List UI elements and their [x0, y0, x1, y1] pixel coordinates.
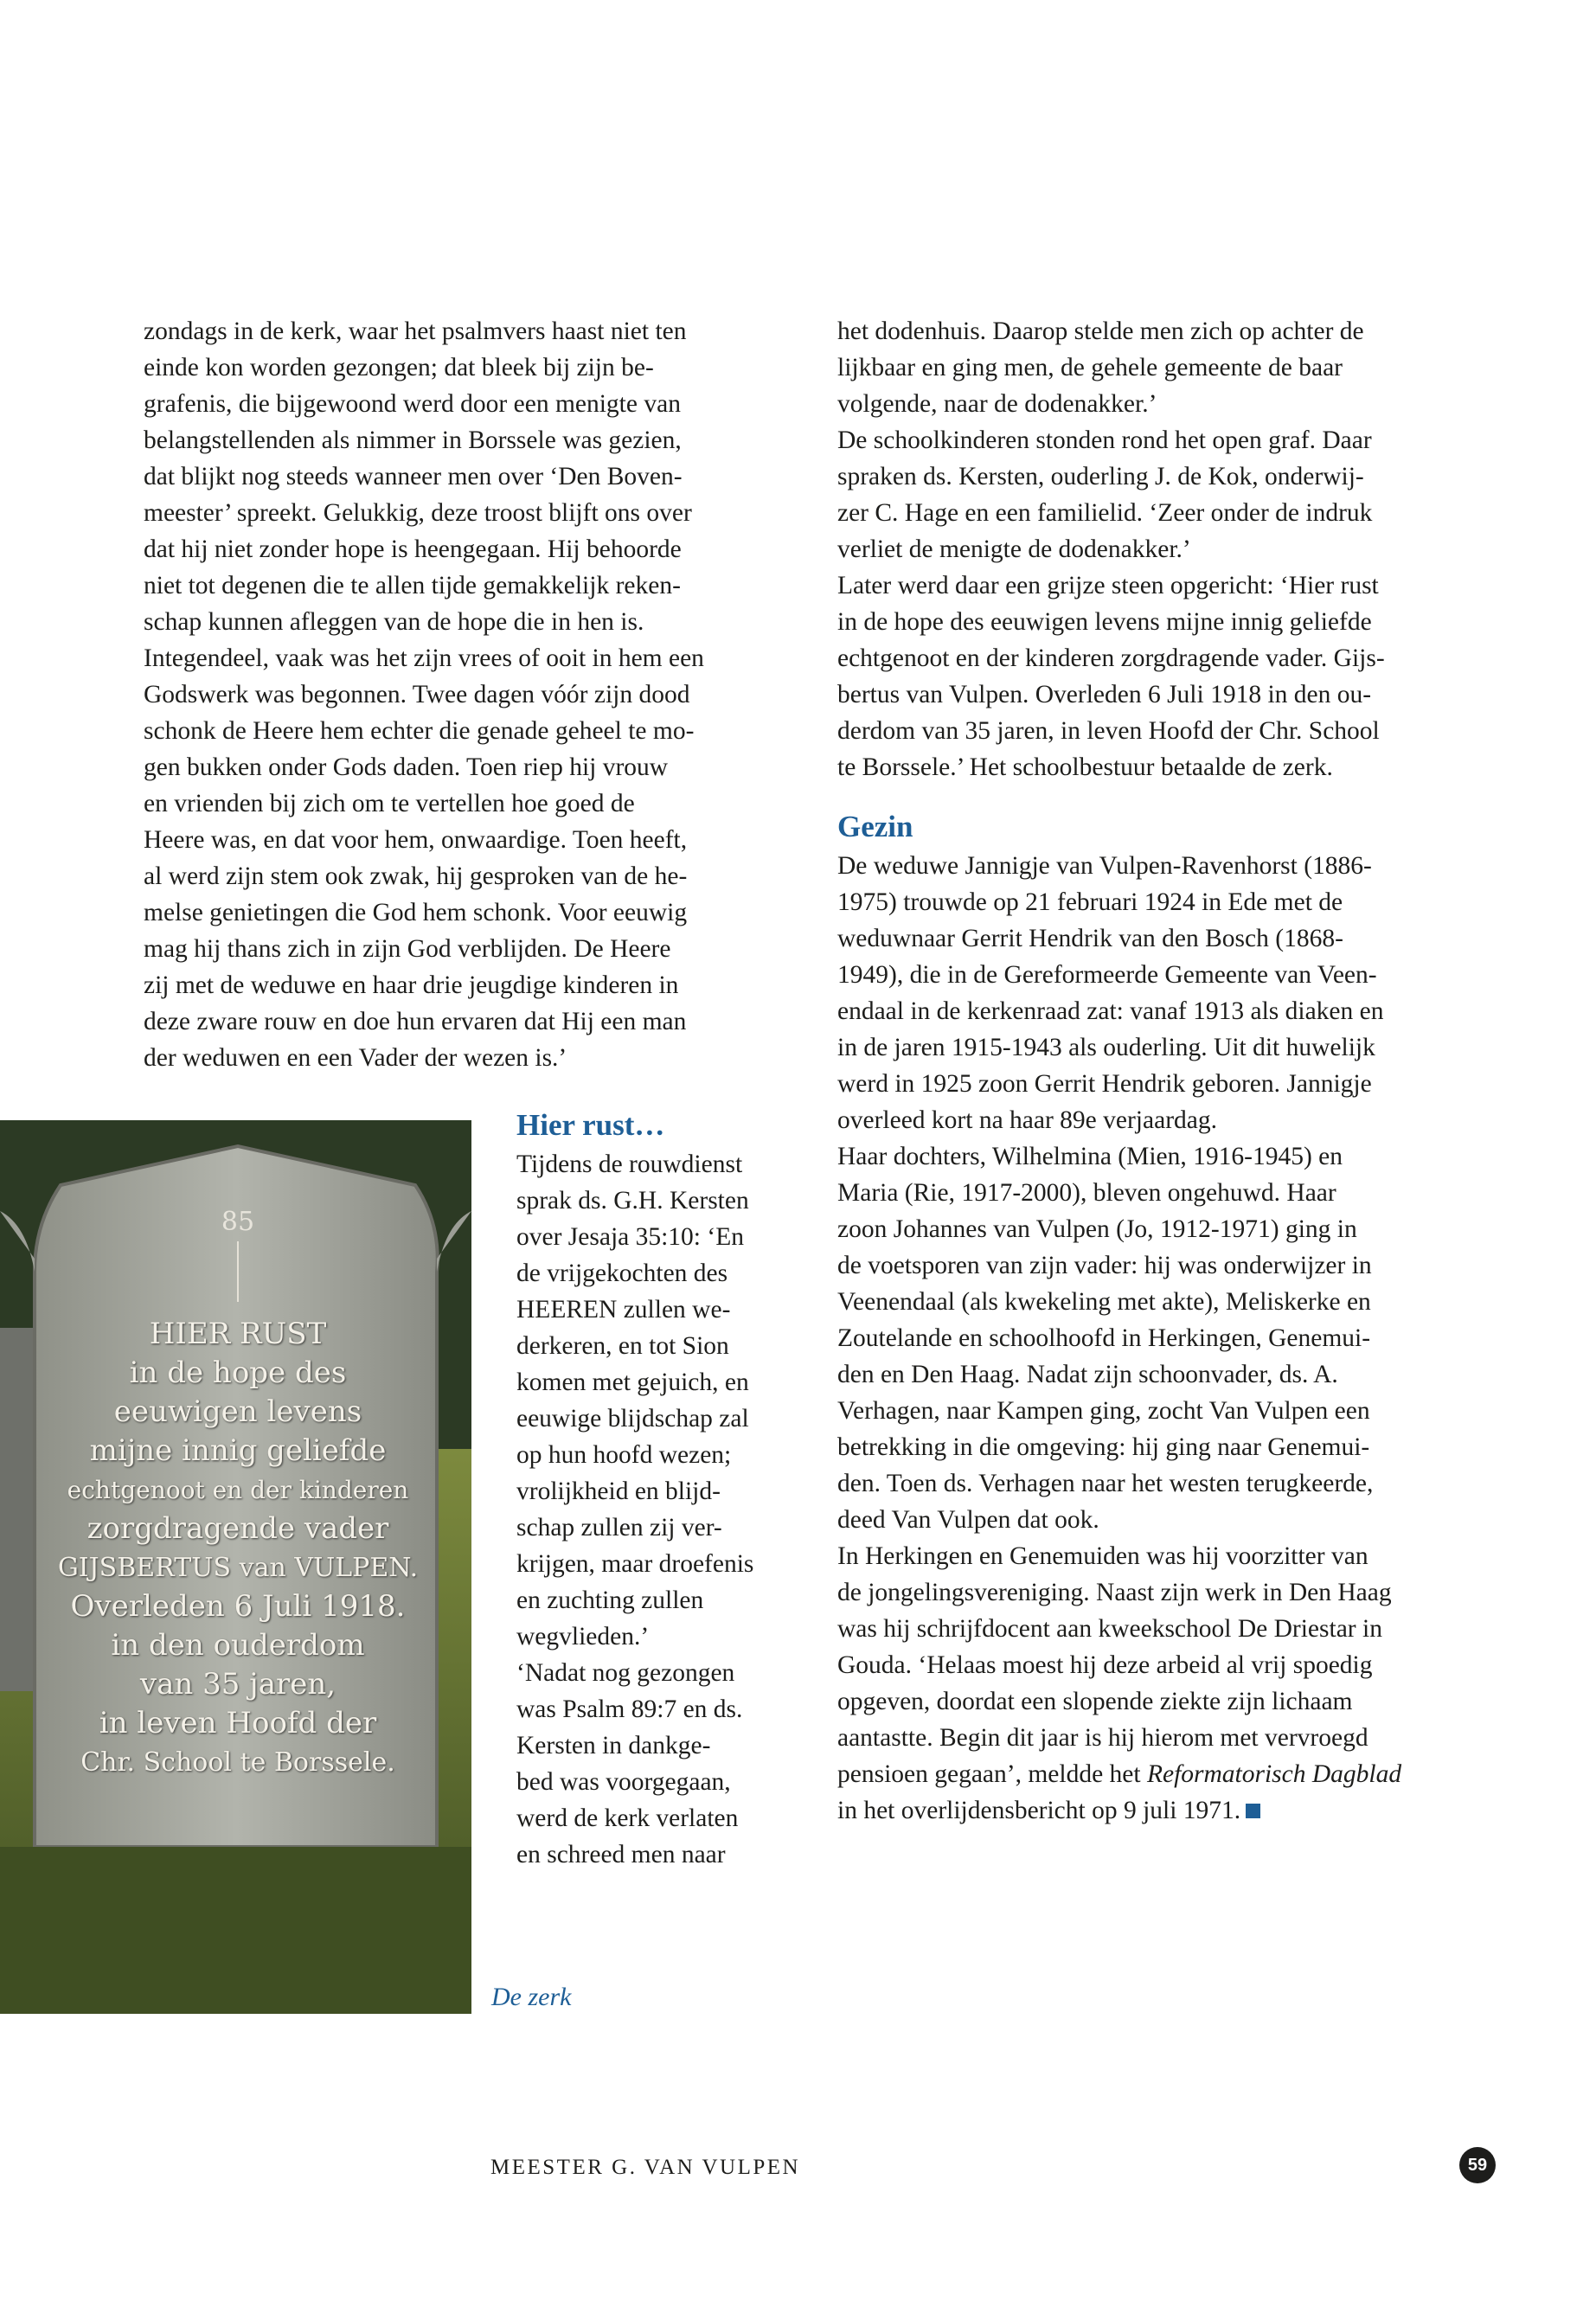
right-line: volgende, naar de dodenakker.’ [837, 390, 1157, 418]
inscription-line: in leven Hoofd der [99, 1706, 377, 1740]
right-line: Maria (Rie, 1917-2000), bleven ongehuwd. Haar [837, 1179, 1336, 1207]
left-line: al werd zijn stem ook zwak, hij gesproken van de he- [144, 862, 688, 890]
section-heading-gezin: Gezin [837, 810, 913, 843]
stone-inscription [52, 1315, 424, 1782]
right-line: 1975) trouwde op 21 februari 1924 in Ede met de [837, 888, 1343, 916]
middle-line: de vrijgekochten des [516, 1259, 728, 1287]
middle-line: was Psalm 89:7 en ds. [516, 1695, 743, 1723]
middle-line: schap zullen zij ver- [516, 1514, 722, 1541]
inscription-line: van 35 jaren, [139, 1667, 337, 1702]
page-number-badge: 59 [1459, 2147, 1496, 2183]
running-footer-title: MEESTER G. VAN VULPEN [490, 2156, 801, 2179]
section-heading-hier-rust: Hier rust… [516, 1108, 665, 1142]
right-line: de voetsporen van zijn vader: hij was onderwijzer in [837, 1252, 1372, 1279]
right-line: 1949), die in de Gereformeerde Gemeente van Veen- [837, 961, 1377, 989]
inscription-line: in de hope des [129, 1356, 347, 1390]
middle-line: komen met gejuich, en [516, 1368, 749, 1396]
left-line: zij met de weduwe en haar drie jeugdige kinderen in [144, 971, 679, 999]
left-line: schap kunnen afleggen van de hope die in hen is. [144, 608, 644, 636]
middle-line: werd de kerk verlaten [516, 1804, 739, 1832]
right-column [837, 313, 1495, 1829]
right-line: Gouda. ‘Helaas moest hij deze arbeid al vrij spoedig [837, 1651, 1373, 1679]
left-line: schonk de Heere hem echter die genade geheel te mo- [144, 717, 695, 745]
inscription-line: echtgenoot en der kinderen [67, 1476, 409, 1504]
left-line: en vrienden bij zich om te vertellen hoe goed de [144, 790, 635, 817]
right-line: in de hope des eeuwigen levens mijne innig geliefde [837, 608, 1372, 636]
right-line: lijkbaar en ging men, de gehele gemeente de baar [837, 354, 1343, 381]
left-line: gen bukken onder Gods daden. Toen riep hij vrouw [144, 753, 669, 781]
left-line: niet tot degenen die te allen tijde gemakkelijk reken- [144, 572, 681, 599]
right-line: Zoutelande en schoolhoofd in Herkingen, Genemui- [837, 1324, 1371, 1352]
middle-line: sprak ds. G.H. Kersten [516, 1187, 749, 1215]
inscription-line: mijne innig geliefde [89, 1433, 387, 1468]
left-line: dat hij niet zonder hope is heengegaan. Hij behoorde [144, 535, 682, 563]
middle-line: eeuwige blijdschap zal [516, 1405, 749, 1433]
end-of-article-square-icon [1246, 1804, 1260, 1818]
middle-line: ‘Nadat nog gezongen [516, 1659, 735, 1687]
right-line: bertus van Vulpen. Overleden 6 Juli 1918 in den ou- [837, 681, 1372, 708]
right-line: echtgenoot en der kinderen zorgdragende vader. Gijs- [837, 644, 1385, 672]
middle-line: vrolijkheid en blijd- [516, 1477, 721, 1505]
right-line: spraken ds. Kersten, ouderling J. de Kok, onderwij- [837, 463, 1364, 490]
inscription-line: in den ouderdom [111, 1628, 365, 1663]
right-line: zoon Johannes van Vulpen (Jo, 1912-1971) ging in [837, 1215, 1357, 1243]
middle-line: Tijdens de rouwdienst [516, 1150, 743, 1178]
right-line-final [837, 1792, 1495, 1829]
newspaper-title: Reformatorisch Dagblad [1146, 1760, 1402, 1788]
right-line-with-italic [837, 1756, 1495, 1792]
middle-line: Kersten in dankge- [516, 1732, 711, 1759]
right-line: Later werd daar een grijze steen opgericht: ‘Hier rust [837, 572, 1379, 599]
right-line: verliet de menigte de dodenakker.’ [837, 535, 1191, 563]
left-line: meester’ spreekt. Gelukkig, deze troost blijft ons over [144, 499, 692, 527]
right-line: in de jaren 1915-1943 als ouderling. Uit dit huwelijk [837, 1034, 1375, 1061]
right-line: derdom van 35 jaren, in leven Hoofd der Chr. School [837, 717, 1380, 745]
middle-line: krijgen, maar droefenis [516, 1550, 754, 1578]
inscription-line: zorgdragende vader [87, 1511, 389, 1546]
photo-caption: De zerk [491, 1983, 572, 2011]
right-line-text: in het overlijdensbericht op 9 juli 1971. [837, 1797, 1241, 1824]
right-line: was hij schrijfdocent aan kweekschool De Driestar in [837, 1615, 1382, 1643]
left-line: melse genietingen die God hem schonk. Voor eeuwig [144, 899, 688, 926]
middle-line: bed was voorgegaan, [516, 1768, 731, 1796]
right-line: In Herkingen en Genemuiden was hij voorzitter van [837, 1542, 1368, 1570]
right-line: aantastte. Begin dit jaar is hij hierom met vervroegd [837, 1724, 1368, 1752]
right-line: den en Den Haag. Nadat zijn schoonvader, ds. A. [837, 1361, 1338, 1388]
middle-line: over Jesaja 35:10: ‘En [516, 1223, 744, 1251]
left-line: grafenis, die bijgewoond werd door een menigte van [144, 390, 681, 418]
right-line: te Borssele.’ Het schoolbestuur betaalde de zerk. [837, 753, 1333, 781]
left-line: Heere was, en dat voor hem, onwaardige. Toen heeft, [144, 826, 688, 854]
right-line: betrekking in die omgeving: hij ging naar Genemui- [837, 1433, 1370, 1461]
left-line: einde kon worden gezongen; dat bleek bij zijn be- [144, 354, 654, 381]
middle-column [516, 1105, 806, 1873]
right-line: weduwnaar Gerrit Hendrik van den Bosch (1868- [837, 925, 1343, 952]
left-line: mag hij thans zich in zijn God verblijden. De Heere [144, 935, 671, 963]
right-line: de jongelingsvereniging. Naast zijn werk in Den Haag [837, 1579, 1392, 1606]
right-line: Verhagen, naar Kampen ging, zocht Van Vulpen een [837, 1397, 1370, 1425]
right-line: het dodenhuis. Daarop stelde men zich op achter de [837, 317, 1364, 345]
inscription-line: GIJSBERTUS van VULPEN. [57, 1553, 419, 1583]
right-line: den. Toen ds. Verhagen naar het westen terugkeerde, [837, 1470, 1374, 1497]
middle-line: wegvlieden.’ [516, 1623, 650, 1650]
right-line: De weduwe Jannigje van Vulpen-Ravenhorst (1886- [837, 852, 1372, 880]
inscription-line: eeuwigen levens [113, 1394, 362, 1429]
middle-line: derkeren, en tot Sion [516, 1332, 729, 1360]
inscription-line: Chr. School te Borssele. [80, 1747, 395, 1778]
right-line: zer C. Hage en een familielid. ‘Zeer onder de indruk [837, 499, 1373, 527]
middle-line: HEEREN zullen we- [516, 1296, 731, 1324]
stone-number: 85 [221, 1207, 255, 1237]
right-line: Veenendaal (als kwekeling met akte), Meliskerke en [837, 1288, 1371, 1316]
middle-line: op hun hoofd wezen; [516, 1441, 732, 1469]
right-line: endaal in de kerkenraad zat: vanaf 1913 als diaken en [837, 997, 1384, 1025]
left-column [144, 313, 801, 1076]
right-line: Haar dochters, Wilhelmina (Mien, 1916-1945) en [837, 1143, 1343, 1170]
left-line: belangstellenden als nimmer in Borssele was gezien, [144, 426, 682, 454]
inscription-line: Overleden 6 Juli 1918. [70, 1589, 406, 1624]
left-line: deze zware rouw en doe hun ervaren dat Hij een man [144, 1008, 687, 1035]
left-line: Godswerk was begonnen. Twee dagen vóór zijn dood [144, 681, 690, 708]
right-line-text: pensioen gegaan’, meldde het [837, 1760, 1141, 1788]
middle-line: en zuchting zullen [516, 1586, 704, 1614]
right-line: overleed kort na haar 89e verjaardag. [837, 1106, 1217, 1134]
gravestone-photo [0, 1120, 471, 2014]
left-line: der weduwen en een Vader der wezen is.’ [144, 1044, 567, 1072]
left-line: dat blijkt nog steeds wanneer men over ‘Den Boven- [144, 463, 683, 490]
right-line: opgeven, doordat een slopende ziekte zijn lichaam [837, 1688, 1353, 1715]
right-line: werd in 1925 zoon Gerrit Hendrik geboren. Jannigje [837, 1070, 1372, 1098]
right-line: De schoolkinderen stonden rond het open graf. Daar [837, 426, 1372, 454]
left-line: Integendeel, vaak was het zijn vrees of ooit in hem een [144, 644, 704, 672]
middle-line: en schreed men naar [516, 1841, 726, 1868]
right-line: deed Van Vulpen dat ook. [837, 1506, 1099, 1534]
left-line: zondags in de kerk, waar het psalmvers haast niet ten [144, 317, 687, 345]
inscription-line: HIER RUST [149, 1317, 327, 1351]
